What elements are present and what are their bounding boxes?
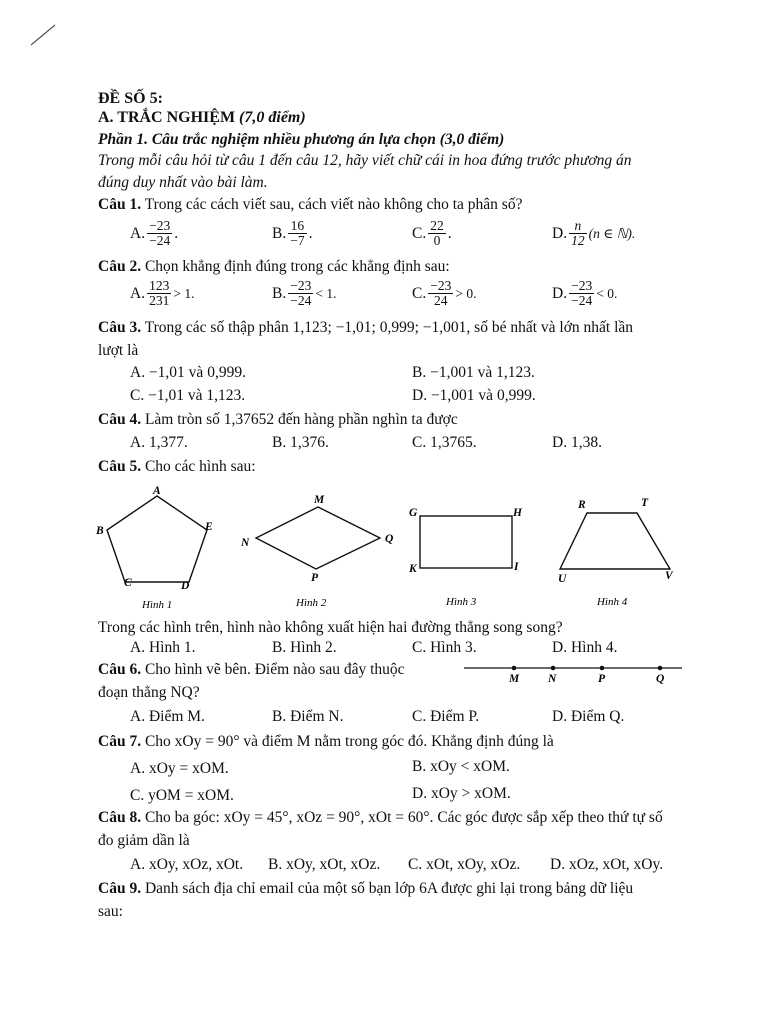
q3-stem-line2: lượt là xyxy=(98,342,139,359)
fig4-trapezoid xyxy=(560,513,670,569)
q5-option-b: B. Hình 2. xyxy=(272,639,337,656)
instructions-line1: Trong mỗi câu hỏi từ câu 1 đến câu 12, hãy viết chữ cái in hoa đứng trước phương án xyxy=(98,152,632,169)
q1-option-a: A. $\frac{-23}{-24}$ . xyxy=(130,218,179,249)
q2-option-a: A. $\frac{123}{231}$ > 1. xyxy=(130,278,195,309)
fig4-point-t: T xyxy=(641,497,649,509)
q6-point-m: M xyxy=(509,673,520,685)
fig3-point-k: K xyxy=(409,563,417,575)
q2-option-d: D. $\frac{-23}{-24}$ < 0. xyxy=(552,278,618,309)
q7-stem: Câu 7. Cho xOy = 90° và điểm M nằm trong góc đó. Khẳng định đúng là xyxy=(98,733,554,750)
part1-heading: Phần 1. Câu trắc nghiệm nhiều phương án lựa chọn (3,0 điểm) xyxy=(98,131,505,148)
fig2-point-n: N xyxy=(241,537,250,549)
q8-stem: Câu 8. Cho ba góc: xOy = 45°, xOz = 90°, xOt = 60°. Các góc được sắp xếp theo thứ tự số xyxy=(98,809,663,826)
q6-option-b: B. Điểm N. xyxy=(272,708,344,725)
fig1-point-c: C xyxy=(124,577,132,589)
q6-line-figure xyxy=(462,660,684,686)
q2-option-b: B. $\frac{-23}{-24}$ < 1. xyxy=(272,278,337,309)
q2-option-c: C. $\frac{-23}{24}$ > 0. xyxy=(412,278,477,309)
q5-option-a: A. Hình 1. xyxy=(130,639,196,656)
fig2-point-p: P xyxy=(311,572,319,584)
q8-option-a: A. xOy, xOz, xOt. xyxy=(130,856,244,873)
fig2-point-q: Q xyxy=(385,533,394,545)
instructions-line2: đúng duy nhất vào bài làm. xyxy=(98,174,268,191)
q1-stem xyxy=(98,196,522,214)
q6-dot-n xyxy=(551,666,556,671)
q9-stem: Câu 9. Danh sách địa chỉ email của một số bạn lớp 6A được ghi lại trong bảng dữ liệu xyxy=(98,880,634,897)
fig1-point-a: A xyxy=(153,485,161,497)
q1-text: Trong các cách viết sau, cách viết nào không cho ta phân số? xyxy=(144,196,523,213)
fig1-point-b: B xyxy=(96,525,104,537)
q6-stem: Câu 6. Cho hình vẽ bên. Điểm nào sau đây thuộc xyxy=(98,661,405,678)
section-a-title: A. TRẮC NGHIỆM xyxy=(98,109,236,126)
exam-title: ĐỀ SỐ 5: xyxy=(98,90,163,107)
q8-option-d: D. xOz, xOt, xOy. xyxy=(550,856,664,873)
q2-stem: Câu 2. Chọn khẳng định đúng trong các khẳng định sau: xyxy=(98,258,450,275)
q3-option-c: C. −1,01 và 1,123. xyxy=(130,387,246,404)
q6-point-p: P xyxy=(598,673,606,685)
fig4-point-u: U xyxy=(558,573,567,585)
fig4-caption: Hình 4 xyxy=(597,596,628,608)
fig3-point-g: G xyxy=(409,507,418,519)
q6-option-c: C. Điểm P. xyxy=(412,708,480,725)
q9-stem-line2: sau: xyxy=(98,903,123,920)
q7-option-c: C. yOM = xOM. xyxy=(130,787,234,804)
q8-option-b: B. xOy, xOt, xOz. xyxy=(268,856,381,873)
q1-option-d: D. $\frac{n}{12}$ (n ∈ ℕ). xyxy=(552,218,636,249)
q3-option-a: A. −1,01 và 0,999. xyxy=(130,364,246,381)
q5-stem: Câu 5. Cho các hình sau: xyxy=(98,458,256,475)
q6-point-n: N xyxy=(548,673,557,685)
q8-stem-line2: đo giảm dần là xyxy=(98,832,190,849)
q6-dot-m xyxy=(512,666,517,671)
q4-stem: Câu 4. Làm tròn số 1,37652 đến hàng phần nghìn ta được xyxy=(98,411,458,428)
q5-figures xyxy=(92,482,692,614)
q4-option-a: A. 1,377. xyxy=(130,434,188,451)
q6-stem-line2: đoạn thẳng NQ? xyxy=(98,684,200,701)
q6-point-q: Q xyxy=(656,673,665,685)
q5-option-c: C. Hình 3. xyxy=(412,639,477,656)
q1-option-c: C. $\frac{22}{0}$ . xyxy=(412,218,452,249)
fig3-point-i: I xyxy=(514,561,519,573)
q7-option-a: A. xOy = xOM. xyxy=(130,760,229,777)
fig3-caption: Hình 3 xyxy=(446,596,477,608)
fig4-point-v: V xyxy=(665,570,673,582)
fig4-point-r: R xyxy=(578,499,586,511)
q6-dot-q xyxy=(658,666,663,671)
pen-mark xyxy=(28,22,58,48)
q7-option-d: D. xOy > xOM. xyxy=(412,785,511,802)
q6-option-d: D. Điểm Q. xyxy=(552,708,625,725)
fig3-point-h: H xyxy=(513,507,522,519)
q4-option-c: C. 1,3765. xyxy=(412,434,477,451)
q5-question: Trong các hình trên, hình nào không xuất hiện hai đường thẳng song song? xyxy=(98,619,563,636)
q7-option-b: B. xOy < xOM. xyxy=(412,758,510,775)
fig1-point-d: D xyxy=(181,580,190,592)
q1-option-b: B. $\frac{16}{-7}$ . xyxy=(272,218,313,249)
q1-label: Câu 1. xyxy=(98,196,142,213)
q4-option-d: D. 1,38. xyxy=(552,434,602,451)
section-a-points: (7,0 điểm) xyxy=(239,109,306,126)
q4-option-b: B. 1,376. xyxy=(272,434,329,451)
q6-option-a: A. Điểm M. xyxy=(130,708,205,725)
fig3-rectangle xyxy=(420,516,512,568)
q3-option-b: B. −1,001 và 1,123. xyxy=(412,364,535,381)
fig2-rhombus xyxy=(256,507,380,569)
fig2-point-m: M xyxy=(314,494,325,506)
section-a-heading xyxy=(98,109,306,127)
fig1-pentagon xyxy=(107,496,207,582)
fig2-caption: Hình 2 xyxy=(296,597,327,609)
q5-option-d: D. Hình 4. xyxy=(552,639,618,656)
fig1-point-e: E xyxy=(205,521,213,533)
q3-option-d: D. −1,001 và 0,999. xyxy=(412,387,536,404)
q6-dot-p xyxy=(600,666,605,671)
q8-option-c: C. xOt, xOy, xOz. xyxy=(408,856,521,873)
q3-stem: Câu 3. Trong các số thập phân 1,123; −1,01; 0,999; −1,001, số bé nhất và lớn nhất lần xyxy=(98,319,634,336)
fig1-caption: Hình 1 xyxy=(142,599,173,611)
